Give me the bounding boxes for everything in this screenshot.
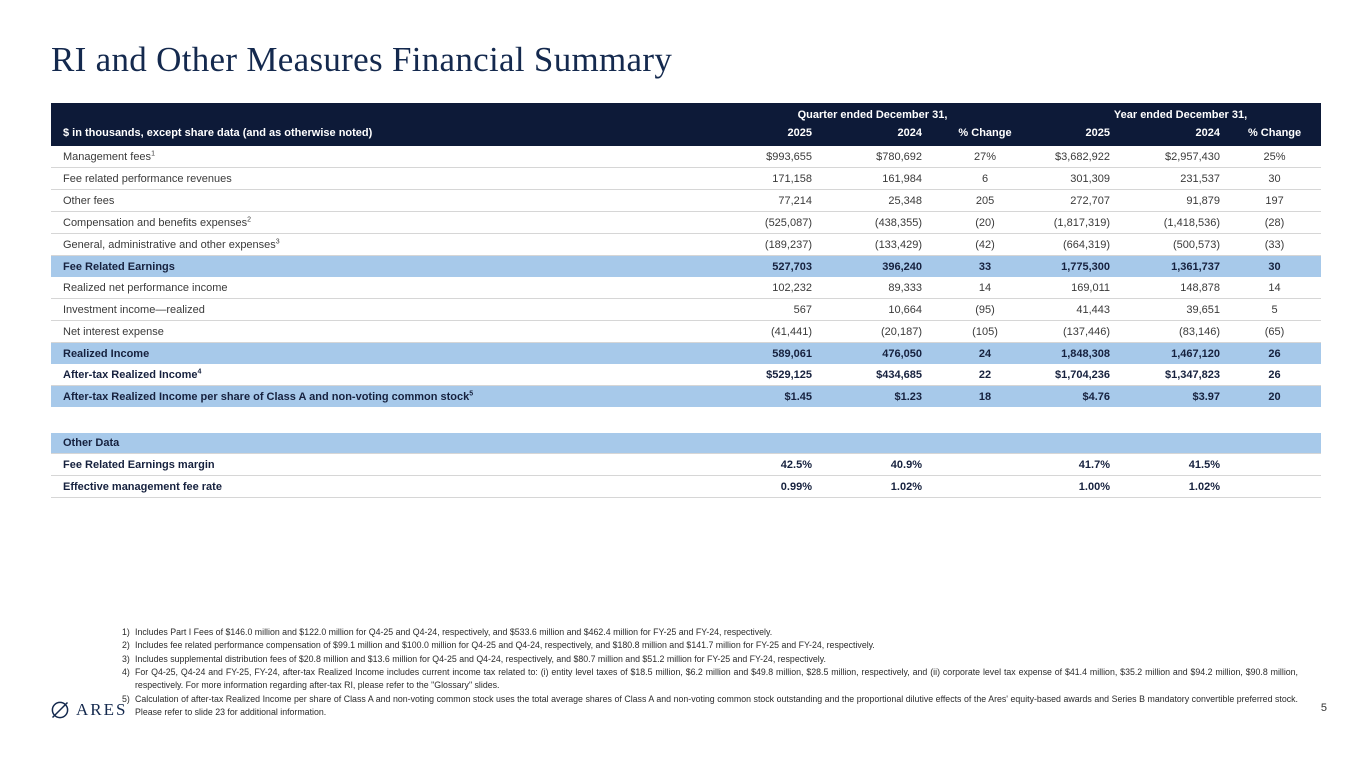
table-row <box>51 299 1321 321</box>
row-value: $1.45 <box>784 391 812 403</box>
row-value: 39,651 <box>1186 304 1221 316</box>
financial-summary-section <box>51 103 1321 498</box>
row-value: $434,685 <box>876 369 922 381</box>
row-value: (137,446) <box>1062 326 1111 338</box>
row-value: 14 <box>978 282 992 294</box>
row-label: Realized net performance income <box>63 282 228 294</box>
row-value: 476,050 <box>882 348 922 360</box>
row-value: 22 <box>978 369 992 381</box>
footnote-marker: 4 <box>197 368 202 376</box>
footnote-text: Includes fee related performance compensation of $99.1 million and $100.0 million for Q4-25 and Q4-24, respectively, and $180.8 million and $141.7 million for FY-25 and FY-24, respectively. <box>135 640 875 651</box>
row-label: After-tax Realized Income per share of Class A and non-voting common stock$^5$ <box>63 390 474 403</box>
row-label: Realized Income <box>63 348 150 360</box>
row-value: (1,817,319) <box>1053 217 1111 229</box>
row-label: Fee Related Earnings margin <box>63 459 215 471</box>
row-value: (500,573) <box>1172 239 1221 251</box>
row-value: (28) <box>1264 217 1285 229</box>
row-value: (83,146) <box>1179 326 1221 338</box>
footnote-item <box>122 653 1298 666</box>
row-value: (20,187) <box>881 326 922 338</box>
col-header-description: $ in thousands, except share data (and as otherwise noted) <box>63 126 373 139</box>
ares-logo-text: ARES <box>76 700 128 719</box>
table-row <box>51 476 1321 498</box>
footnote-marker: 5 <box>469 390 474 398</box>
row-value: 18 <box>978 391 992 403</box>
group-header-year: Year ended December 31, <box>1113 109 1248 121</box>
row-value: 42.5% <box>780 459 812 471</box>
row-value: 24 <box>978 348 992 360</box>
row-value: $3,682,922 <box>1054 151 1111 163</box>
other-data-header: Other Data <box>51 433 1321 454</box>
row-value: 6 <box>981 173 989 185</box>
row-value <box>930 454 1040 476</box>
footnote-text: For Q4-25, Q4-24 and FY-25, FY-24, after-tax Realized Income includes current income tax related to: (i) entity level taxes of $18.5 million, $6.2 million and $49.8 million, $28.5 million, respectively, and (ii) corporate level tax expense of $41.4 million, $35.2 million and $94.2 million, $90.8 million, respectively. For more information regarding after-tax RI, please refer to the "Glossary" slides. <box>135 667 1298 691</box>
group-header-quarter: Quarter ended December 31, <box>797 109 948 121</box>
row-value: 169,011 <box>1071 282 1111 294</box>
ares-logo-icon <box>49 699 71 721</box>
row-value: 231,537 <box>1180 173 1221 185</box>
row-label: Investment income—realized <box>63 304 205 316</box>
row-value: 567 <box>793 304 812 316</box>
row-value: (189,237) <box>764 239 812 251</box>
row-label: Compensation and benefits expenses$^2$ <box>63 216 251 229</box>
footnote-number: 1) <box>122 627 130 637</box>
footnote-marker: 1 <box>151 150 155 158</box>
row-label: Other fees <box>63 195 115 207</box>
row-value: 1,848,308 <box>1061 348 1111 360</box>
row-value: 91,879 <box>1186 195 1221 207</box>
row-value: 148,878 <box>1180 282 1221 294</box>
row-value: 40.9% <box>890 459 922 471</box>
table-row <box>51 212 1321 234</box>
col-header-year-change: % Change <box>1247 127 1302 139</box>
col-header-year-2025: 2025 <box>1085 127 1111 139</box>
row-value: 26 <box>1268 369 1281 381</box>
company-logo <box>49 699 127 721</box>
col-header-quarter-2024: 2024 <box>897 127 922 139</box>
col-header-year-2024: 2024 <box>1195 127 1221 139</box>
page-number: 5 <box>1320 702 1327 714</box>
row-label: General, administrative and other expenses$^3$ <box>63 238 280 251</box>
row-value: (133,429) <box>874 239 922 251</box>
row-value: (525,087) <box>764 217 812 229</box>
footnote-item <box>122 626 1298 639</box>
row-value: 20 <box>1268 391 1281 403</box>
row-value: $780,692 <box>876 151 922 163</box>
row-value: 27% <box>974 151 997 163</box>
footnote-marker: 2 <box>247 216 251 224</box>
footnote-item <box>122 666 1298 693</box>
row-value: 5 <box>1271 304 1278 316</box>
group-header-spacer <box>51 103 705 125</box>
row-value: 77,214 <box>778 195 812 207</box>
row-value: 0.99% <box>780 481 812 493</box>
row-value: 30 <box>1268 261 1281 273</box>
table-row <box>51 364 1321 386</box>
row-label: Fee related performance revenues <box>63 173 232 185</box>
row-value <box>930 476 1040 498</box>
row-label: After-tax Realized Income$^4$ <box>63 368 202 381</box>
row-value: 89,333 <box>888 282 922 294</box>
footnote-text: Includes Part I Fees of $146.0 million and $122.0 million for Q4-25 and Q4-24, respectively, and $533.6 million and $462.4 million for FY-25 and FY-24, respectively. <box>135 627 773 637</box>
row-value: 26 <box>1268 348 1281 360</box>
table-row <box>51 234 1321 256</box>
row-value <box>1228 476 1321 498</box>
row-value: 41.7% <box>1078 459 1110 471</box>
financial-summary-table <box>51 103 1321 407</box>
footnote-item <box>122 639 1298 652</box>
row-value: (20) <box>975 217 995 229</box>
footnote-number: 3) <box>122 653 130 664</box>
row-value: 197 <box>1265 195 1284 207</box>
table-row <box>51 256 1321 278</box>
table-row <box>51 146 1321 168</box>
footnote-marker: 3 <box>275 238 280 246</box>
row-value: 1,775,300 <box>1061 261 1111 273</box>
table-row <box>51 190 1321 212</box>
row-value: 1.02% <box>1188 481 1220 493</box>
row-label: Fee Related Earnings <box>63 261 175 273</box>
footnote-number: 5) <box>122 693 130 704</box>
row-value: 161,984 <box>882 173 922 185</box>
row-value: 527,703 <box>772 261 812 273</box>
footnote-number: 4) <box>122 667 130 678</box>
table-row <box>51 277 1321 299</box>
page-title: RI and Other Measures Financial Summary <box>51 40 673 79</box>
table-column-header-row <box>51 125 1321 147</box>
other-data-header-row <box>51 433 1321 454</box>
other-data-table <box>51 433 1321 498</box>
table-row <box>51 386 1321 408</box>
row-value: 205 <box>975 195 995 207</box>
footnote-item <box>122 693 1298 720</box>
row-value: 272,707 <box>1070 195 1111 207</box>
row-label: Management fees$^1$ <box>63 150 155 163</box>
row-value: 589,061 <box>772 348 812 360</box>
col-header-quarter-change: % Change <box>958 127 1012 139</box>
row-value: (105) <box>972 326 998 338</box>
table-row <box>51 168 1321 190</box>
row-value: $529,125 <box>766 369 812 381</box>
row-value: 14 <box>1268 282 1281 294</box>
row-value: 1,467,120 <box>1171 348 1221 360</box>
row-value: 25,348 <box>888 195 922 207</box>
row-value: 41,443 <box>1076 304 1111 316</box>
table-row <box>51 454 1321 476</box>
row-value: 25% <box>1263 151 1286 163</box>
row-value: (1,418,536) <box>1163 217 1221 229</box>
footnote-text: Calculation of after-tax Realized Income per share of Class A and non-voting common stock uses the total average shares of Class A and non-voting common stock outstanding and the proportional dilutive effects of the Ares' equity-based awards and Series B mandatory convertible preferred stock. Please refer to slide 23 for additional information. <box>135 693 1298 718</box>
row-value: 171,158 <box>772 173 812 185</box>
col-header-quarter-2025: 2025 <box>787 127 812 139</box>
footnote-text: Includes supplemental distribution fees of $20.8 million and $13.6 million for Q4-25 and Q4-24, respectively, and $80.7 million and $51.2 million for FY-25 and FY-24, respectively. <box>135 653 826 664</box>
row-value: $4.76 <box>1082 391 1111 403</box>
table-row <box>51 343 1321 365</box>
row-value: 1.00% <box>1078 481 1110 493</box>
row-value: 30 <box>1268 173 1281 185</box>
row-value: 41.5% <box>1188 459 1220 471</box>
row-label: Effective management fee rate <box>63 481 222 493</box>
table-group-header-row <box>51 103 1321 125</box>
row-value: 102,232 <box>772 282 812 294</box>
row-value: $1,704,236 <box>1054 369 1111 381</box>
row-value: $1.23 <box>894 391 922 403</box>
row-value: 396,240 <box>882 261 922 273</box>
row-value <box>1228 454 1321 476</box>
row-value: (42) <box>975 239 995 251</box>
row-value: (33) <box>1264 239 1285 251</box>
row-value: 10,664 <box>888 304 922 316</box>
row-value: 1.02% <box>890 481 922 493</box>
row-value: (438,355) <box>874 217 922 229</box>
row-value: 301,309 <box>1070 173 1111 185</box>
row-value: $3.97 <box>1192 391 1221 403</box>
footnote-number: 2) <box>122 640 130 651</box>
row-value: $993,655 <box>766 151 812 163</box>
footnotes <box>122 626 1298 720</box>
row-value: (95) <box>975 304 995 316</box>
row-value: $2,957,430 <box>1164 151 1221 163</box>
row-value: $1,347,823 <box>1164 369 1221 381</box>
row-value: (41,441) <box>771 326 812 338</box>
row-value: (664,319) <box>1062 239 1111 251</box>
table-row <box>51 321 1321 343</box>
row-label: Net interest expense <box>63 326 164 338</box>
row-value: (65) <box>1264 326 1285 338</box>
row-value: 1,361,737 <box>1171 261 1221 273</box>
row-value: 33 <box>978 261 992 273</box>
